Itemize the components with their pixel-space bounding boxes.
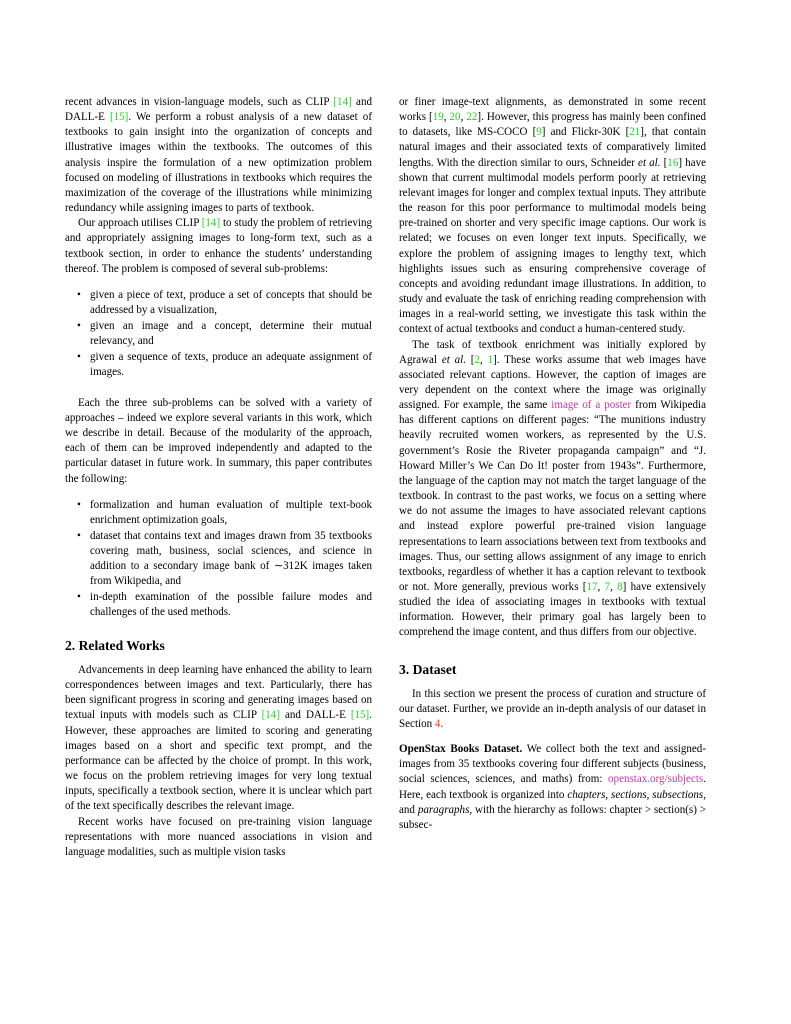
citation-link[interactable]: 22 (466, 111, 478, 124)
citation-link[interactable]: 8 (617, 581, 623, 593)
list-item: • given a sequence of texts, produce an adequate assignment of images. (77, 350, 372, 378)
poster-image-link[interactable]: image of a poster (551, 399, 632, 412)
citation-link[interactable]: [14] (333, 96, 352, 108)
openstax-paragraph: OpenStax Books Dataset. We collect both the text and assigned-images from 35 textbooks covering four different subjects (business, social sciences, sciences, and maths) from: openstax.org/subjects. Here, each textbook is organized into chapters, sections, subsections, and paragraphs, with the hierarchy as follows: chapter > section(s) > subsec- (399, 743, 707, 831)
citation-link[interactable]: 20 (449, 111, 461, 124)
citation-link[interactable]: 9 (536, 126, 542, 139)
related-works-paragraph: Advancements in deep learning have enhanced the ability to learn correspondences between images and text. Particularly, there has been significant progress in scoring and generating images based on textual inputs with models such as CLIP [14] and DALL-E [15]. However, these approaches are limited to scoring and generating images based on a short and specific text prompt, and the performance can be affected by the choice of prompt. In this work, we focus on the problem retrieving images for very long textual inputs, specifically a textbook section, where it is unclear which part of the text specifically describes the relevant image. (65, 664, 372, 813)
list-item: • given a piece of text, produce a set of concepts that should be addressed by a visualization, (77, 288, 372, 317)
citation-link[interactable]: 21 (629, 126, 641, 139)
intro-paragraph: recent advances in vision-language models, such as CLIP [14] and DALL-E [15]. We perform a robust analysis of a new dataset of textbooks to gain insight into the organization of concepts and illustrative images within the textbooks. The outcomes of this analysis inspire the formulation of a new optimization problem focused on modeling of illustrations in textbooks which requires the maximization of the coverage of the illustrations while minimizing redundancy while assigning images to parts of textbook. (65, 96, 372, 215)
dataset-intro-paragraph: In this section we present the process of curation and structure of our dataset. Further, we provide an in-depth analysis of our dataset in Section 4. (399, 687, 706, 730)
approach-paragraph: Our approach utilises CLIP [14] to study the problem of retrieving and appropriately assigning images to long-form text, such as a textbook section, in order to enhance the students’ understanding thereof. The problem is composed of several sub-problems: (65, 217, 372, 275)
enrichment-paragraph: The task of textbook enrichment was initially explored by Agrawal et al. [2, 1]. These works assume that web images have associated relevant captions. However, the caption of images are very dependent on the context where the image was originally assigned. For example, the same image of a poster from Wikipedia has different captions on different pages: “The munitions industry heavily recruited women workers, as represented by the U.S. government’s Rosie the Riveter propaganda campaign” and “J. Howard Miller’s We Can Do It! poster from 1943s”. Furthermore, the language of the caption may not match the target language of the textbook. In contrast to the past works, we focus on a setting where we do not assume the images to have associated relevant captions and instead explore powerful pre-trained vision language representations to learn associations between text from textbooks and images. Thus, our setting allows assignment of any image to enrich textbooks, regardless of whether it has a caption relevant to textbook or not. More generally, previous works [17, 7, 8] have extensively studied the idea of associating images in textbooks with textual information. However, their primary goal has largely been to comprehend the image content, and thus differs from our objective. (399, 338, 706, 639)
citation-link[interactable]: 19 (432, 111, 444, 124)
contribution-list (65, 498, 372, 620)
subproblem-list (65, 288, 372, 380)
right-column (399, 95, 706, 833)
alignment-paragraph: or finer image-text alignments, as demonstrated in some recent works [19, 20, 22]. However, this progress has mainly been confined to datasets, like MS-COCO [9] and Flickr-30K [21], that contain natural images and their associated texts of comparatively limited lengths. With the direction similar to ours, Schneider et al. [16] have shown that current multimodal models perform poorly at retrieving relevant images for longer and complex textual inputs. They attribute the reason for this poor performance to multimodal models being pre-trained on shorter and very specific image captions. Our work is related; we focuses on even longer text inputs. Specifically, we explore the problem of assigning images to lengthy text, which highlights issues such as ensuring comprehensive coverage of concepts and avoiding redundant image illustrations. In addition, to study and evaluate the task of enriching reading comprehension with images in a real-world setting, we investigate this task within the context of actual textbooks and conduct a human-centered study. (399, 96, 706, 336)
citation-link[interactable]: 7 (604, 581, 611, 593)
citation-link[interactable]: [14] (261, 709, 280, 722)
section-ref-link[interactable]: 4 (434, 717, 441, 730)
section-heading-related-works: 2. Related Works (65, 638, 165, 653)
list-item: • in-depth examination of the possible failure modes and challenges of the used methods. (77, 590, 372, 618)
list-item: • formalization and human evaluation of multiple text-book enrichment optimization goals, (77, 498, 372, 526)
citation-link[interactable]: 16 (667, 156, 679, 169)
citation-link[interactable]: [14] (201, 217, 221, 230)
openstax-link[interactable]: openstax.org/subjects (608, 773, 704, 786)
list-item: • dataset that contains text and images drawn from 35 textbooks covering math, business, social sciences, and science in addition to a secondary image bank of ∼312K images taken from Wikipedia, and (77, 529, 372, 588)
subproblem-paragraph: Each the three sub-problems can be solved with a variety of approaches – indeed we explore several variants in this work, which we describe in detail. Because of the modularity of the approach, each of them can be improved independently and adapted to the particular dataset in future work. In summary, this paper contributes the following: (65, 396, 372, 485)
citation-link[interactable]: 17 (586, 581, 598, 593)
paragraph-heading: OpenStax Books Dataset. (399, 743, 523, 756)
citation-link[interactable]: [15] (350, 709, 370, 722)
list-item: • given an image and a concept, determine their mutual relevancy, and (77, 319, 372, 347)
recent-works-paragraph: Recent works have focused on pre-training vision language representations with more nuanced associations in vision and language modalities, such as multiple vision tasks (65, 815, 372, 858)
citation-link[interactable]: 1 (487, 353, 494, 366)
left-column (65, 95, 372, 860)
citation-link[interactable]: [15] (109, 111, 129, 124)
citation-link[interactable]: 2 (474, 353, 480, 366)
section-heading-dataset: 3. Dataset (399, 661, 457, 677)
